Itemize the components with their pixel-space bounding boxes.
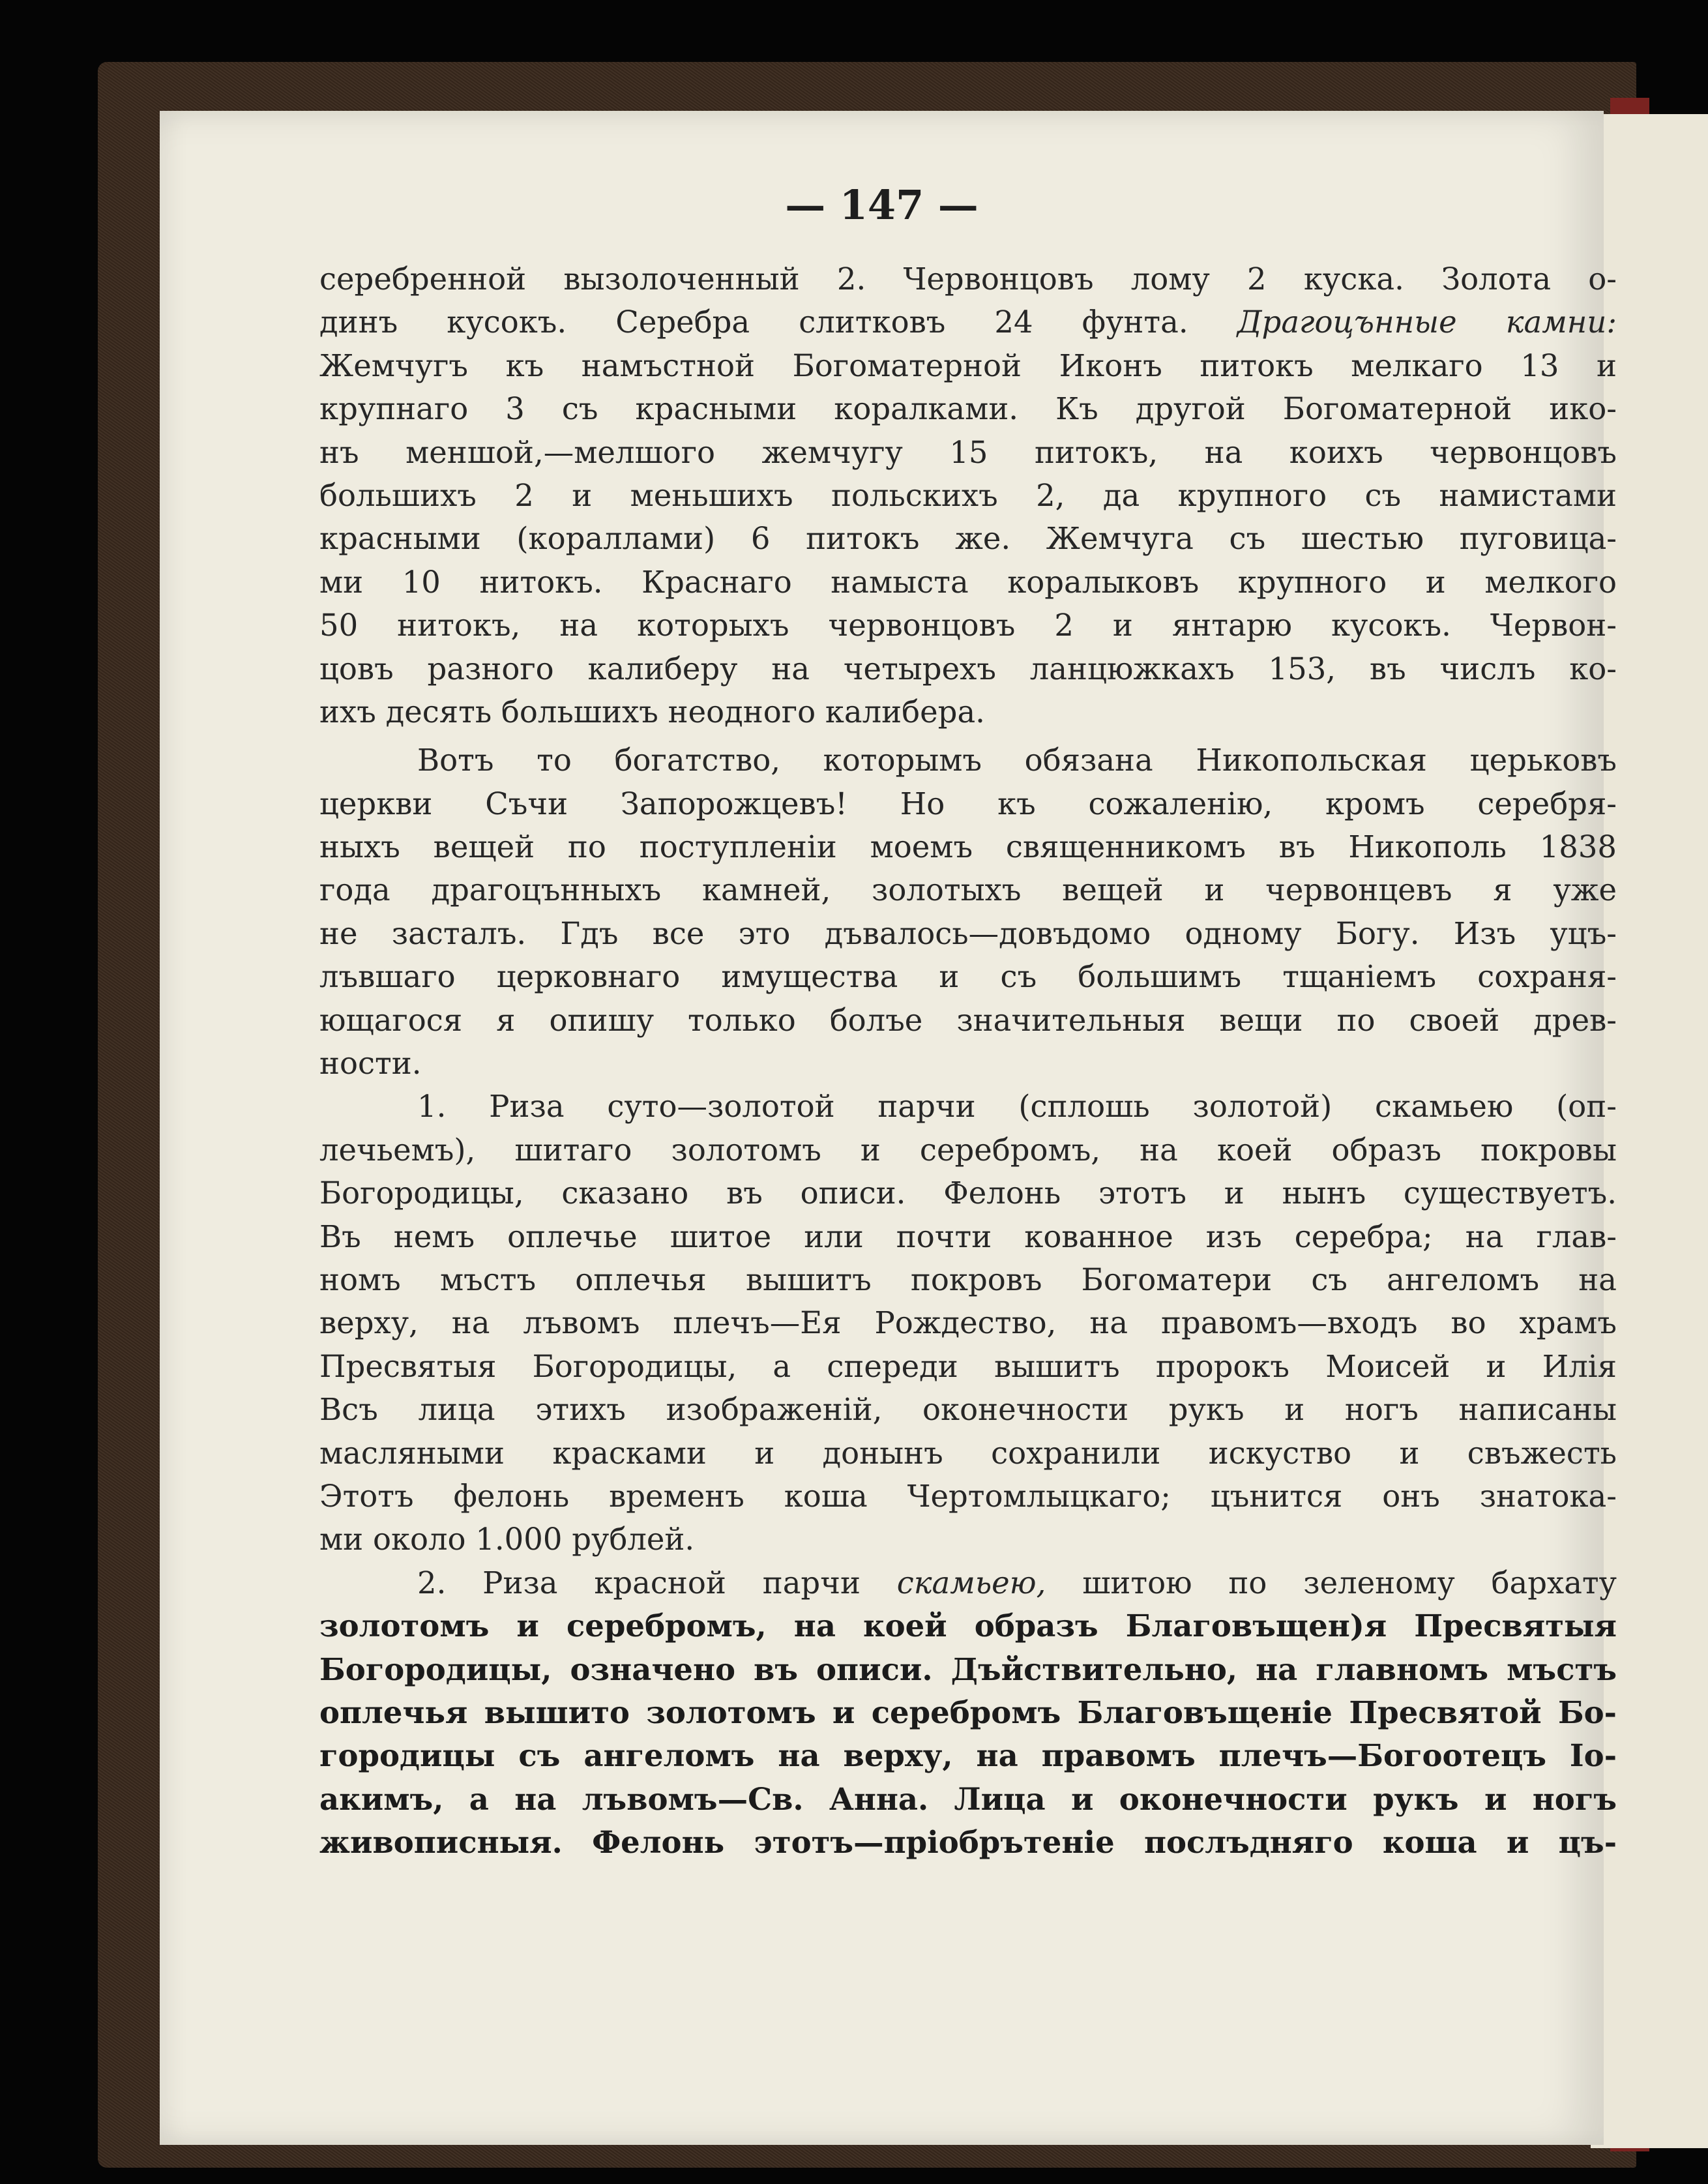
text-line: лечьемъ), шитаго золотомъ и серебромъ, на коей образъ покровы (319, 1132, 1617, 1168)
text-line: цовъ разного калиберу на четырехъ ланцюжкахъ 153, въ числъ ко- (319, 651, 1617, 686)
text-line: Жемчугъ къ намъстной Богоматерной Иконъ питокъ мелкаго 13 и (319, 347, 1617, 383)
text-line: большихъ 2 и меньшихъ польскихъ 2, да крупного съ намистами (319, 477, 1617, 513)
text-line: Этотъ фелонь временъ коша Чертомлыцкаго; цънится онъ знатока- (319, 1478, 1617, 1514)
text-line: золотомъ и серебромъ, на коей образъ Благовъщен)я Пресвятыя (319, 1608, 1617, 1644)
page-number: — 147 — (785, 181, 979, 229)
text-line: масляными красками и донынъ сохранили искуство и свъжесть (319, 1435, 1617, 1471)
text-line: года драгоцънныхъ камней, золотыхъ вещей и червонцевъ я уже (319, 872, 1617, 908)
book-page (160, 111, 1617, 2145)
text-line: Всъ лица этихъ изображеній, оконечности рукъ и ногъ написаны (319, 1392, 1617, 1428)
text-line: красными (кораллами) 6 питокъ же. Жемчуга съ шестью пуговица- (319, 521, 1617, 557)
italic-word: скамьею, (896, 1565, 1046, 1601)
text-line: Пресвятыя Богородицы, а спереди вышитъ пророкъ Моисей и Илія (319, 1348, 1617, 1384)
text-line: 50 нитокъ, на которыхъ червонцовъ 2 и янтарю кусокъ. Червон- (319, 608, 1617, 643)
text-line: ныхъ вещей по поступленіи моемъ священникомъ въ Никополь 1838 (319, 829, 1617, 865)
text-line: динъ кусокъ. Серебра слитковъ 24 фунта. Драгоцънные камни: (319, 304, 1617, 340)
italic-heading: Драгоцънные камни: (1237, 304, 1617, 340)
text-line: нъ меншой,—мелшого жемчугу 15 питокъ, на коихъ червонцовъ (319, 434, 1617, 470)
text-line: крупнаго 3 съ красными коралками. Къ другой Богоматерной ико- (319, 391, 1617, 427)
page-text (319, 258, 1617, 1864)
text-line: Богородицы, сказано въ описи. Фелонь этотъ и нынъ существуетъ. (319, 1175, 1617, 1211)
text-line: 2. Риза красной парчи скамьею, шитою по зеленому бархату (417, 1565, 1617, 1601)
text-line: номъ мъстъ оплечья вышитъ покровъ Богоматери съ ангеломъ на (319, 1262, 1617, 1297)
text-line: ности. (319, 1046, 422, 1082)
text-line: верху, на лъвомъ плечъ—Ея Рождество, на правомъ—входъ во храмъ (319, 1305, 1617, 1341)
text-line: Богородицы, означено въ описи. Дъйствительно, на главномъ мъстъ (319, 1651, 1617, 1687)
text-line: церкви Съчи Запорожцевъ! Но къ сожаленію, кромъ серебря- (319, 786, 1617, 821)
text-line: Въ немъ оплечье шитое или почти кованное изъ серебра; на глав- (319, 1218, 1617, 1254)
text-line: городицы съ ангеломъ на верху, на правомъ плечъ—Богоотецъ Іо- (319, 1737, 1617, 1774)
text-line: живописныя. Фелонь этотъ—пріобрътеніе послъдняго коша и цъ- (319, 1824, 1617, 1861)
text-line: ихъ десять большихъ неодного калибера. (319, 694, 985, 730)
text-line: лъвшаго церковнаго имущества и съ большимъ тщаніемъ сохраня- (319, 959, 1617, 995)
text-line: Вотъ то богатство, которымъ обязана Никопольская церьковъ (417, 743, 1617, 778)
text-line: серебренной вызолоченный 2. Червонцовъ лому 2 куска. Золота о- (319, 261, 1617, 297)
text-line: не засталъ. Гдъ все это дъвалось—довъдомо одному Богу. Изъ уцъ- (319, 915, 1617, 951)
text-line: акимъ, а на лъвомъ—Св. Анна. Лица и оконечности рукъ и ногъ (319, 1780, 1617, 1817)
text-line: оплечья вышито золотомъ и серебромъ Благовъщеніе Пресвятой Бо- (319, 1694, 1617, 1730)
text-line: ми около 1.000 рублей. (319, 1522, 695, 1557)
text-line: ми 10 нитокъ. Краснаго намыста коралыковъ крупного и мелкого (319, 564, 1617, 600)
text-line: 1. Риза суто—золотой парчи (сплошь золотой) скамьею (оп- (417, 1089, 1617, 1125)
text-line: ющагося я опишу только болъе значительныя вещи по своей древ- (319, 1002, 1617, 1038)
